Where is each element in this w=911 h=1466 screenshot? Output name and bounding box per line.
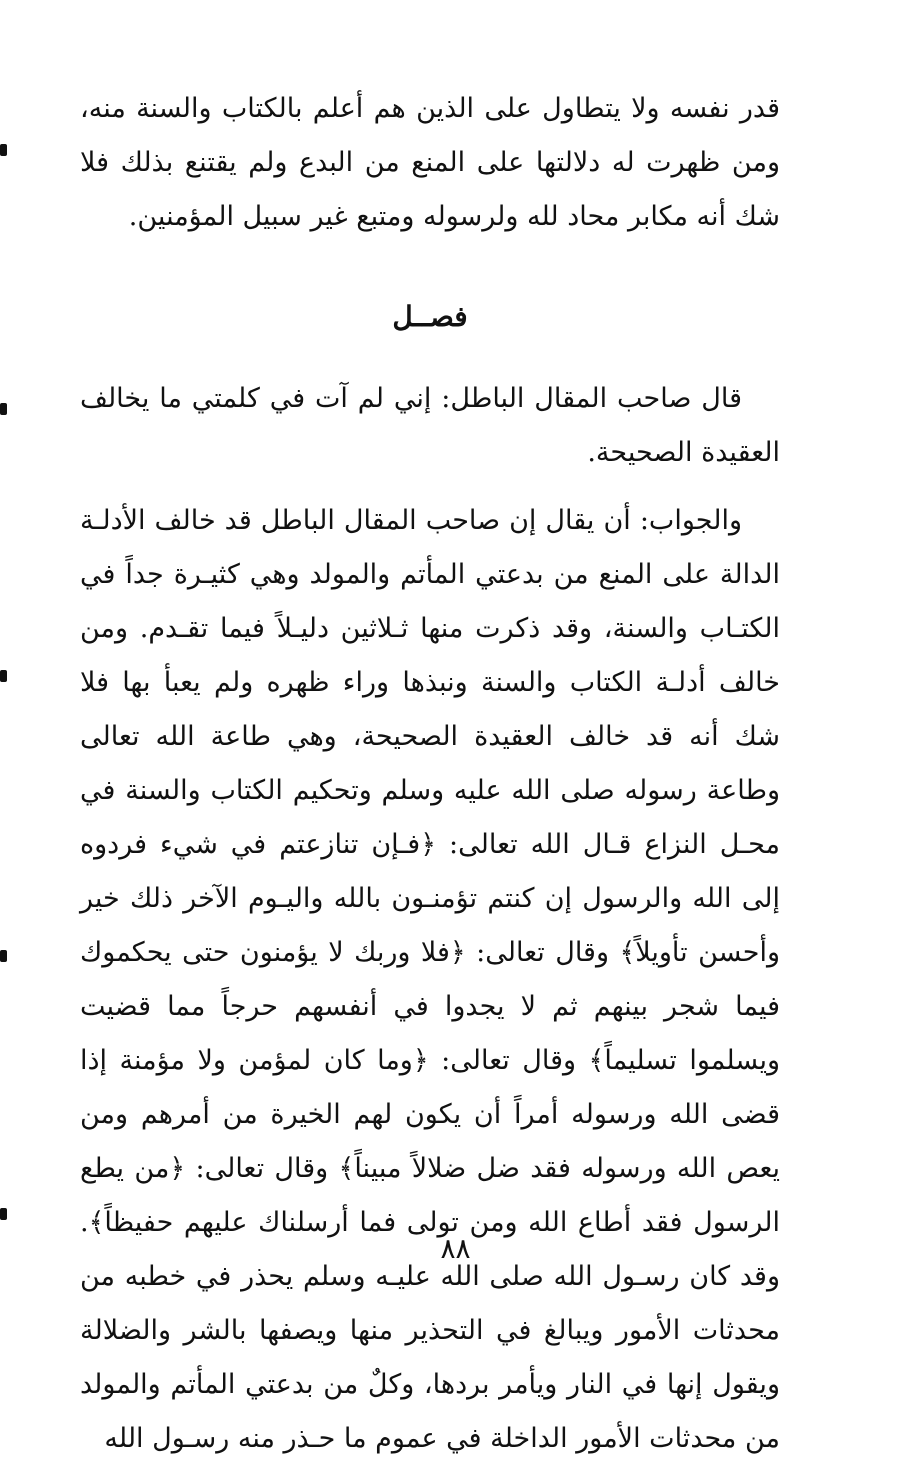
scan-edge-mark bbox=[0, 950, 7, 962]
paragraph-gap bbox=[80, 480, 780, 494]
scan-edge-mark bbox=[0, 144, 7, 156]
page-number: ٨٨ bbox=[440, 1232, 471, 1265]
paragraph-claim: قال صاحب المقال الباطل: إني لم آت في كلمتي ما يخالف العقيدة الصحيحة. bbox=[80, 383, 780, 468]
paragraph-continuation: قدر نفسه ولا يتطاول على الذين هم أعلم بالكتاب والسنة منه، ومن ظهرت له دلالتها على المنع من البدع ولم يقتنع بذلك فلا شك أنه مكابر محاد لله ولرسوله ومتبع غير سبيل المؤمنين. bbox=[80, 93, 780, 232]
scan-edge-mark bbox=[0, 670, 7, 682]
section-heading: فصــل bbox=[392, 300, 468, 333]
scan-edge-mark bbox=[0, 403, 7, 415]
paragraph-answer: والجواب: أن يقال إن صاحب المقال الباطل قد خالف الأدلـة الدالة على المنع من بدعتي المأتم والمولد وهي كثيـرة جداً في الكتـاب والسنة، وقد ذكرت منها ثـلاثين دليـلاً فيما تقـدم. ومن خالف أدلـة الكتاب والسنة ونبذها وراء ظهره ولم يعبأ بها فلا شك أنه قد خالف العقيدة الصحيحة، وهي طاعة الله تعالى وطاعة رسوله صلى الله عليه وسلم وتحكيم الكتاب والسنة في محـل النزاع قـال الله تعالى: ﴿فـإن تنازعتم في شيء فردوه إلى الله والرسول إن كنتم تؤمنـون بالله واليـوم الآخر ذلك خير وأحسن تأويلاً﴾ وقال تعالى: ﴿فلا وربك لا يؤمنون حتى يحكموك فيما شجر بينهم ثم لا يجدوا في أنفسهم حرجاً مما قضيت ويسلموا تسليماً﴾ وقال تعالى: ﴿وما كان لمؤمن ولا مؤمنة إذا قضى الله ورسوله أمراً أن يكون لهم الخيرة من أمرهم ومن يعص الله ورسوله فقد ضل ضلالاً مبيناً﴾ وقال تعالى: ﴿من يطع الرسول فقد أطاع الله ومن تولى فما أرسلناك عليهم حفيظاً﴾. وقد كان رسـول الله صلى الله عليـه وسلم يحذر في خطبه من محدثات الأمور ويبالغ في التحذير منها ويصفها بالشر والضلالة ويقول إنها في النار ويأمر بردها، وكلٌ من بدعتي المأتم والمولد من محدثات الأمور الداخلة في عموم ما حـذر منه رسـول الله bbox=[80, 505, 781, 1454]
scan-edge-mark bbox=[0, 1208, 7, 1220]
